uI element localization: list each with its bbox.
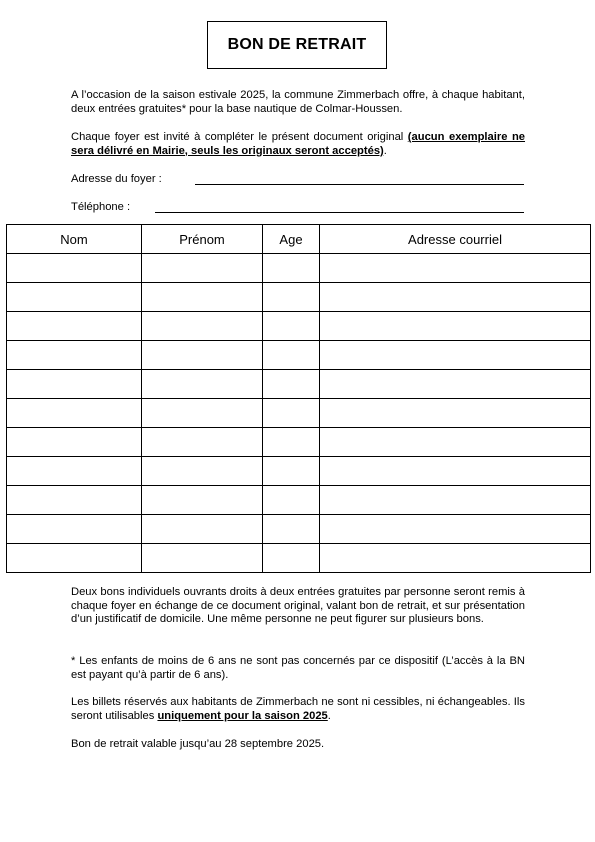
invite-emphasis: (aucun exemplaire ne sera délivré en Mairie, seuls les originaux seront acceptés) [71,131,526,157]
cell-courriel[interactable] [320,399,591,428]
footer-p3-end: . [327,709,331,722]
cell-nom[interactable] [7,515,142,544]
cell-courriel[interactable] [320,283,591,312]
cell-nom[interactable] [7,283,142,312]
cell-age[interactable] [263,515,320,544]
cell-prenom[interactable] [142,486,263,515]
table-row [7,515,591,544]
cell-age[interactable] [263,312,320,341]
footer-paragraph-3 [71,696,525,723]
cell-nom[interactable] [7,428,142,457]
footer-paragraph-4: Bon de retrait valable jusqu’au 28 septembre 2025. [71,738,325,750]
invite-text: Chaque foyer est invité à compléter le présent document original [71,131,408,143]
footer-p3-emphasis: uniquement pour la saison 2025 [157,709,328,722]
cell-prenom[interactable] [142,428,263,457]
footer-paragraph-2: * Les enfants de moins de 6 ans ne sont pas concernés par ce dispositif (L’accès à la BN est payant qu’à partir de 6 ans). [71,655,525,681]
cell-courriel[interactable] [320,341,591,370]
column-header-courriel: Adresse courriel [320,225,591,254]
table-row [7,428,591,457]
table-row [7,254,591,283]
cell-age[interactable] [263,399,320,428]
table-row [7,283,591,312]
cell-prenom[interactable] [142,312,263,341]
cell-courriel[interactable] [320,370,591,399]
cell-prenom[interactable] [142,370,263,399]
cell-nom[interactable] [7,254,142,283]
cell-age[interactable] [263,544,320,573]
table-row [7,399,591,428]
cell-prenom[interactable] [142,544,263,573]
cell-prenom[interactable] [142,399,263,428]
cell-prenom[interactable] [142,283,263,312]
cell-age[interactable] [263,283,320,312]
cell-courriel[interactable] [320,544,591,573]
cell-nom[interactable] [7,457,142,486]
cell-courriel[interactable] [320,254,591,283]
cell-age[interactable] [263,254,320,283]
footer-paragraph-1: Deux bons individuels ouvrants droits à deux entrées gratuites par personne seront remis à chaque foyer en échange de ce document original, valant bon de retrait, et sur présentation d’un justificatif de domicile. Une même personne ne peut figurer sur plusieurs bons. [71,586,525,625]
cell-prenom[interactable] [142,341,263,370]
table-row [7,457,591,486]
cell-age[interactable] [263,428,320,457]
cell-courriel[interactable] [320,515,591,544]
table-header-row [7,225,591,254]
cell-courriel[interactable] [320,312,591,341]
address-label: Adresse du foyer : [71,173,162,185]
table-row [7,544,591,573]
cell-nom[interactable] [7,486,142,515]
invite-end: . [383,144,387,157]
phone-label: Téléphone : [71,201,131,213]
footer-p3-text: Les billets réservés aux habitants de Zimmerbach ne sont ni cessibles, ni échangeables. Ils seront utilisables [71,696,525,722]
page-title: BON DE RETRAIT [207,21,387,69]
table-row [7,370,591,399]
cell-prenom[interactable] [142,457,263,486]
cell-prenom[interactable] [142,254,263,283]
address-field[interactable] [195,184,524,185]
cell-nom[interactable] [7,544,142,573]
invite-paragraph [71,131,525,158]
cell-courriel[interactable] [320,457,591,486]
cell-age[interactable] [263,341,320,370]
cell-age[interactable] [263,370,320,399]
cell-courriel[interactable] [320,486,591,515]
phone-field[interactable] [155,212,524,213]
cell-age[interactable] [263,486,320,515]
column-header-age: Age [263,225,320,254]
table-row [7,341,591,370]
intro-paragraph: A l’occasion de la saison estivale 2025, la commune Zimmerbach offre, à chaque habitant, deux entrées gratuites* pour la base nautique de Colmar-Houssen. [71,89,525,115]
cell-prenom[interactable] [142,515,263,544]
table-row [7,486,591,515]
table-row [7,312,591,341]
cell-nom[interactable] [7,370,142,399]
cell-nom[interactable] [7,399,142,428]
cell-nom[interactable] [7,341,142,370]
cell-courriel[interactable] [320,428,591,457]
cell-nom[interactable] [7,312,142,341]
column-header-prenom: Prénom [142,225,263,254]
cell-age[interactable] [263,457,320,486]
registration-table [6,224,591,573]
column-header-nom: Nom [7,225,142,254]
